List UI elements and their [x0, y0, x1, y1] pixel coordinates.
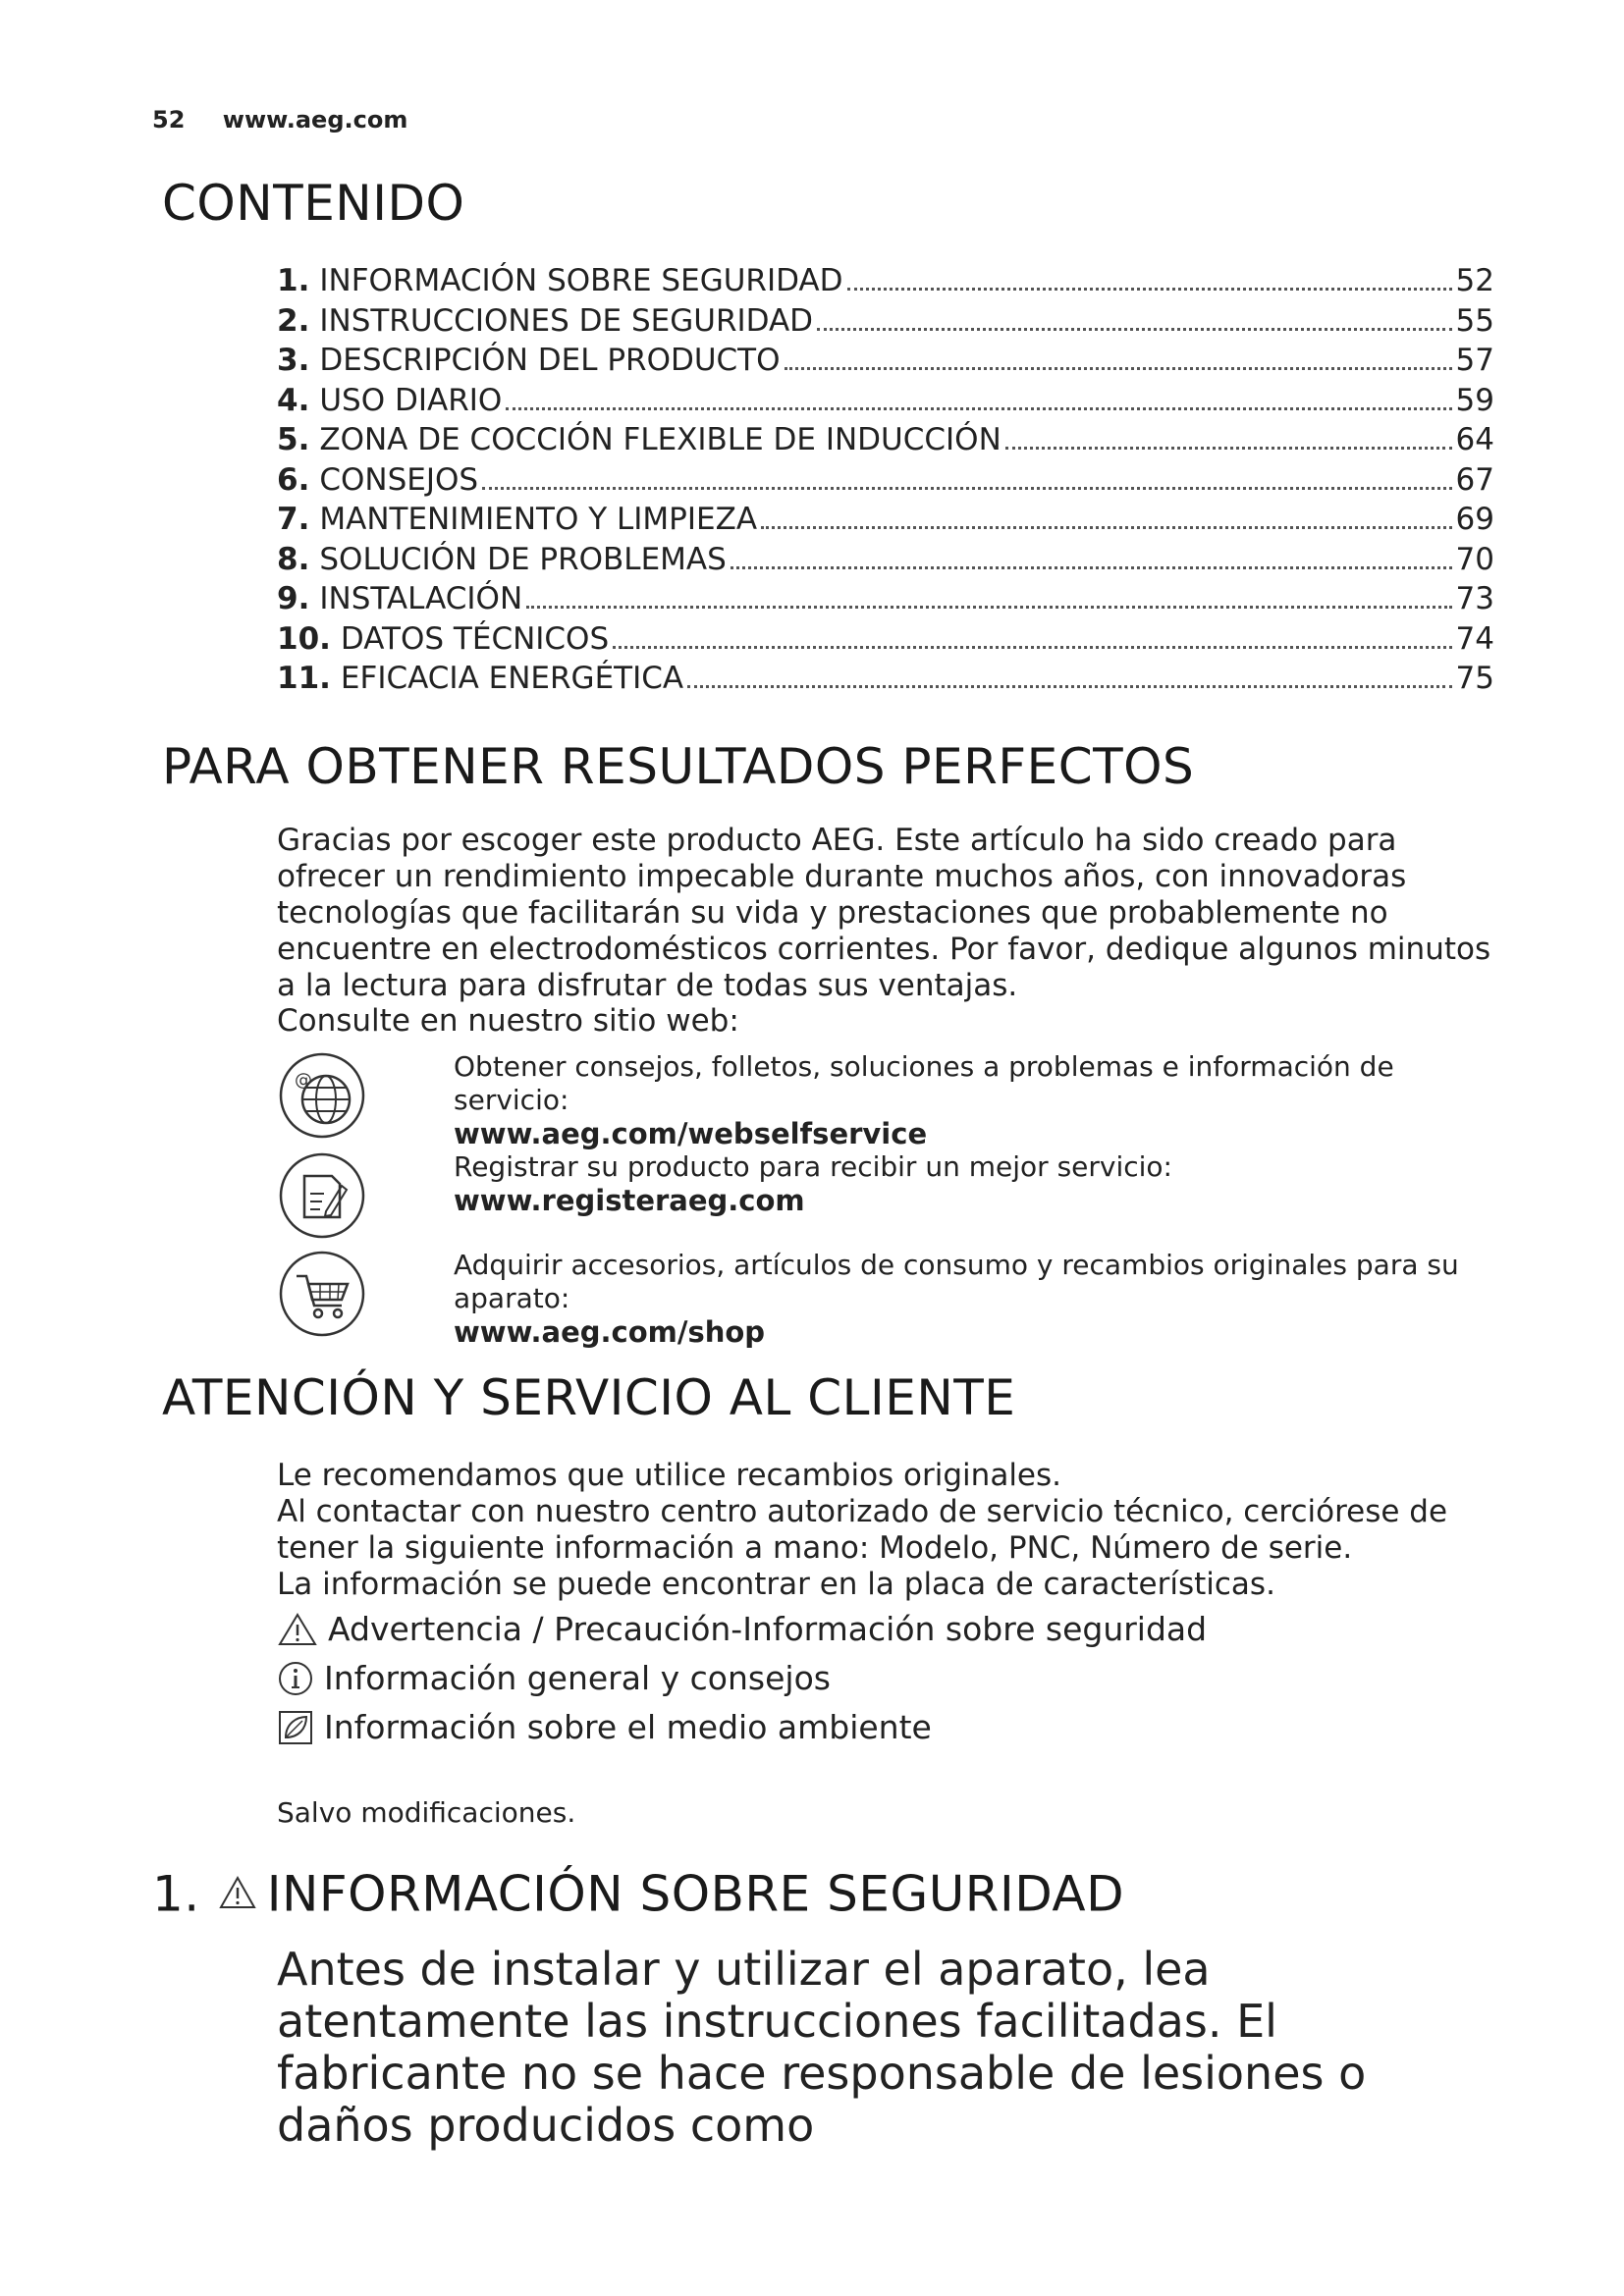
toc-item-number: 5.: [277, 422, 310, 457]
toc-item-number: 8.: [277, 541, 310, 577]
toc-item-number: 3.: [277, 343, 310, 378]
safety-section-number: 1.: [152, 1865, 200, 1923]
page-number: 52: [152, 106, 186, 133]
toc-item-title: CONSEJOS: [319, 461, 479, 498]
toc-item-page: 73: [1455, 581, 1494, 616]
toc-item[interactable]: [277, 462, 1494, 503]
toc-item-number: 9.: [277, 581, 310, 616]
toc-item[interactable]: [277, 542, 1494, 582]
register-document-icon: [277, 1150, 367, 1241]
toc-item[interactable]: [277, 502, 1494, 542]
toc-item[interactable]: [277, 621, 1494, 662]
toc-item-number: 1.: [277, 263, 310, 298]
webselfservice-link[interactable]: www.aeg.com/webselfservice: [454, 1117, 928, 1150]
customer-care-text: [277, 1458, 1494, 1603]
toc-item[interactable]: [277, 581, 1494, 621]
table-of-contents: [277, 263, 1494, 701]
toc-item-number: 4.: [277, 382, 310, 418]
toc-leader-dots: [785, 367, 1452, 370]
shopping-cart-icon: [277, 1249, 367, 1339]
toc-item-page: 55: [1455, 302, 1494, 339]
register-product-link[interactable]: www.registeraeg.com: [454, 1184, 805, 1217]
toc-item[interactable]: [277, 343, 1494, 383]
toc-item-title: USO DIARIO: [319, 382, 503, 418]
toc-item[interactable]: [277, 263, 1494, 303]
toc-item-page: 70: [1455, 541, 1494, 577]
toc-item-page: 69: [1455, 502, 1494, 537]
safety-intro-paragraph: Antes de instalar y utilizar el aparato, lea atentamente las instrucciones facilitadas. El fabricante no se hace responsable de lesiones o daños producidos como: [277, 1943, 1367, 2152]
toc-item-title: DATOS TÉCNICOS: [340, 620, 610, 657]
register-product-text: Registrar su producto para recibir un mejor servicio:: [454, 1150, 1172, 1183]
toc-leader-dots: [687, 685, 1451, 688]
register-product-item: [277, 1150, 1504, 1258]
toc-leader-dots: [1005, 447, 1452, 450]
customer-care-line: Al contactar con nuestro centro autorizado de servicio técnico, cerciórese de tener la siguiente información a mano: Modelo, PNC, Número de serie.: [277, 1494, 1448, 1566]
toc-item[interactable]: [277, 422, 1494, 462]
toc-item-title: INFORMACIÓN SOBRE SEGURIDAD: [319, 263, 843, 298]
web-globe-icon: [277, 1050, 367, 1141]
toc-item-page: 64: [1455, 422, 1494, 457]
toc-item[interactable]: [277, 661, 1494, 701]
toc-item-number: 11.: [277, 661, 331, 696]
toc-item-title: INSTRUCCIONES DE SEGURIDAD: [319, 302, 814, 339]
warning-triangle-icon: [218, 1865, 257, 1922]
perfect-results-heading: PARA OBTENER RESULTADOS PERFECTOS: [162, 738, 1195, 795]
toc-leader-dots: [506, 407, 1451, 410]
toc-item-title: SOLUCIÓN DE PROBLEMAS: [319, 541, 727, 577]
toc-item-title: MANTENIMIENTO Y LIMPIEZA: [319, 502, 758, 537]
toc-item-page: 74: [1455, 620, 1494, 657]
toc-item-number: 6.: [277, 461, 310, 498]
toc-item[interactable]: [277, 303, 1494, 344]
info-icon: [277, 1660, 314, 1697]
header-site-link[interactable]: www.aeg.com: [222, 106, 408, 133]
shop-link[interactable]: www.aeg.com/shop: [454, 1315, 766, 1349]
legend-environment-text: Información sobre el medio ambiente: [324, 1708, 932, 1746]
legend-warning-text: Advertencia / Precaución-Información sobre seguridad: [328, 1610, 1208, 1648]
toc-item-number: 10.: [277, 620, 331, 657]
modifications-note: Salvo modificaciones.: [277, 1796, 576, 1829]
warning-triangle-icon: [277, 1612, 318, 1647]
legend-warning: [277, 1610, 1207, 1648]
toc-leader-dots: [847, 288, 1452, 291]
toc-leader-dots: [613, 646, 1451, 649]
shop-item: [277, 1249, 1504, 1357]
toc-item[interactable]: [277, 383, 1494, 423]
legend-environment: [277, 1708, 932, 1746]
consult-website-text: Consulte en nuestro sitio web:: [277, 1003, 739, 1039]
webselfservice-item: [277, 1050, 1504, 1158]
webselfservice-text: Obtener consejos, folletos, soluciones a problemas e información de servicio:: [454, 1050, 1394, 1116]
toc-leader-dots: [817, 328, 1451, 331]
toc-item-number: 2.: [277, 302, 310, 339]
toc-item-page: 67: [1455, 461, 1494, 498]
toc-item-title: DESCRIPCIÓN DEL PRODUCTO: [319, 343, 781, 378]
safety-info-heading: [152, 1865, 1124, 1930]
customer-care-line: Le recomendamos que utilice recambios originales.: [277, 1458, 1062, 1493]
toc-leader-dots: [761, 526, 1452, 529]
legend-info-text: Información general y consejos: [324, 1659, 831, 1697]
toc-item-page: 75: [1455, 661, 1494, 696]
contents-heading: CONTENIDO: [162, 175, 465, 232]
environment-leaf-icon: [277, 1709, 314, 1746]
toc-item-number: 7.: [277, 502, 310, 537]
toc-item-page: 59: [1455, 382, 1494, 418]
svg-text:@: @: [295, 1070, 312, 1091]
shop-text: Adquirir accesorios, artículos de consumo y recambios originales para su aparato:: [454, 1249, 1459, 1314]
customer-care-heading: ATENCIÓN Y SERVICIO AL CLIENTE: [162, 1369, 1016, 1426]
toc-leader-dots: [526, 606, 1451, 609]
toc-leader-dots: [482, 487, 1451, 490]
toc-item-title: ZONA DE COCCIÓN FLEXIBLE DE INDUCCIÓN: [319, 422, 1001, 457]
legend-info: [277, 1659, 831, 1697]
page-header: [152, 106, 407, 133]
toc-item-title: EFICACIA ENERGÉTICA: [340, 661, 684, 696]
customer-care-line: La información se puede encontrar en la placa de características.: [277, 1567, 1275, 1602]
toc-item-title: INSTALACIÓN: [319, 581, 523, 616]
toc-leader-dots: [731, 566, 1452, 569]
safety-info-title: INFORMACIÓN SOBRE SEGURIDAD: [266, 1865, 1125, 1923]
toc-item-page: 57: [1455, 343, 1494, 378]
intro-paragraph: Gracias por escoger este producto AEG. Este artículo ha sido creado para ofrecer un rendimiento impecable durante muchos años, con innovadoras tecnologías que facilitarán su vida y prestaciones que probablemente no encuentre en electrodomésticos corrientes. Por favor, dedique algunos minutos a la lectura para disfrutar de todas sus ventajas.: [277, 823, 1491, 1003]
toc-item-page: 52: [1455, 263, 1494, 298]
